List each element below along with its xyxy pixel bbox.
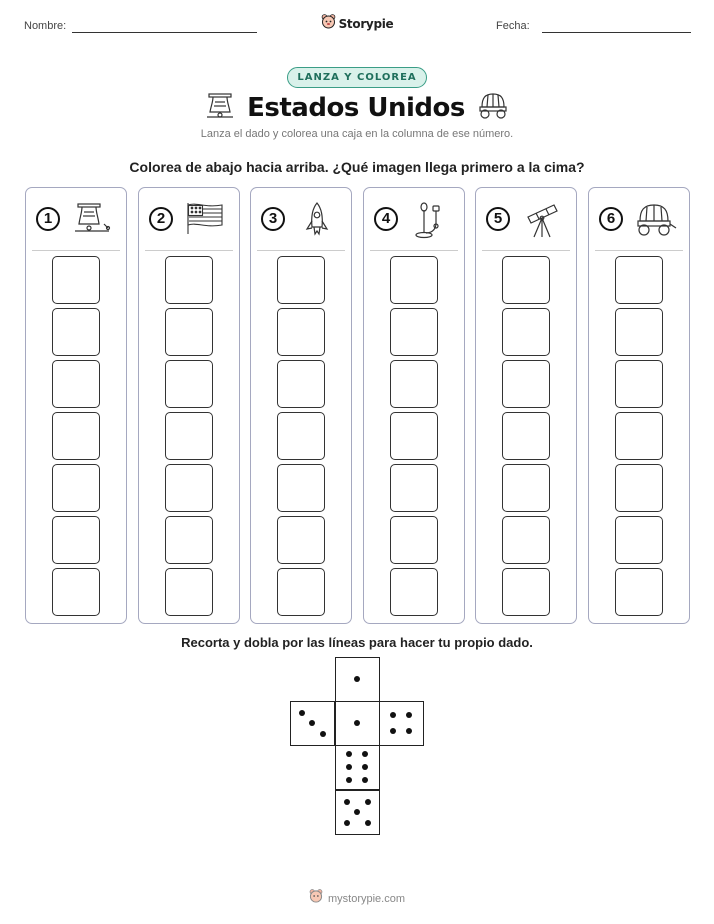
column-divider <box>145 250 233 251</box>
color-box[interactable] <box>52 256 100 304</box>
die-pip <box>365 820 371 826</box>
cut-instruction: Recorta y dobla por las líneas para hacer tu propio dado. <box>181 635 533 650</box>
storypie-mascot-icon <box>309 888 323 909</box>
column-number: 6 <box>599 207 623 231</box>
column-number: 4 <box>374 207 398 231</box>
page-title: Estados Unidos <box>247 92 465 123</box>
die-pip <box>362 764 368 770</box>
column-header <box>139 198 239 244</box>
die-pip <box>309 720 315 726</box>
die-pip <box>390 728 396 734</box>
die-pip <box>320 731 326 737</box>
column-5 <box>475 187 577 624</box>
color-box[interactable] <box>390 464 438 512</box>
die-pip <box>406 712 412 718</box>
candlestick-telephone-icon <box>410 201 450 244</box>
die-pip <box>344 820 350 826</box>
color-box[interactable] <box>502 412 550 460</box>
title-row <box>0 90 714 125</box>
die-pip <box>390 712 396 718</box>
die-face-6 <box>335 745 380 790</box>
color-box[interactable] <box>277 464 325 512</box>
die-face-1 <box>335 701 380 746</box>
color-box[interactable] <box>277 412 325 460</box>
die-pip <box>362 777 368 783</box>
column-number: 5 <box>486 207 510 231</box>
color-box[interactable] <box>615 568 663 616</box>
column-number: 1 <box>36 207 60 231</box>
color-box[interactable] <box>390 360 438 408</box>
die-pip <box>354 809 360 815</box>
american-flag-icon <box>185 201 225 240</box>
column-number: 2 <box>149 207 173 231</box>
color-box[interactable] <box>277 568 325 616</box>
column-divider <box>482 250 570 251</box>
column-1 <box>25 187 127 624</box>
color-box[interactable] <box>165 360 213 408</box>
date-line <box>542 32 691 33</box>
column-divider <box>370 250 458 251</box>
die-pip <box>406 728 412 734</box>
covered-wagon-icon <box>477 90 509 125</box>
die-pip <box>299 710 305 716</box>
storypie-mascot-icon <box>321 13 336 35</box>
color-box[interactable] <box>277 360 325 408</box>
color-box[interactable] <box>277 308 325 356</box>
footer <box>0 888 714 909</box>
color-box[interactable] <box>52 360 100 408</box>
color-box[interactable] <box>615 516 663 564</box>
color-box[interactable] <box>502 308 550 356</box>
color-box[interactable] <box>52 464 100 512</box>
column-header <box>589 198 689 244</box>
color-box[interactable] <box>52 308 100 356</box>
color-box[interactable] <box>502 568 550 616</box>
die-pip <box>344 799 350 805</box>
instruction: Colorea de abajo hacia arriba. ¿Qué imagen llega primero a la cima? <box>129 159 585 175</box>
covered-wagon-icon <box>635 201 677 242</box>
color-box[interactable] <box>615 360 663 408</box>
column-divider <box>32 250 120 251</box>
liberty-bell-icon <box>205 90 235 125</box>
die-pip <box>346 751 352 757</box>
die-pip <box>362 751 368 757</box>
column-header <box>26 198 126 244</box>
color-box[interactable] <box>390 568 438 616</box>
column-number: 3 <box>261 207 285 231</box>
color-box[interactable] <box>502 516 550 564</box>
color-box[interactable] <box>390 256 438 304</box>
column-divider <box>595 250 683 251</box>
date-label: Fecha: <box>496 20 530 32</box>
subtitle: Lanza el dado y colorea una caja en la columna de ese número. <box>200 128 514 140</box>
die-pip <box>365 799 371 805</box>
color-box[interactable] <box>277 256 325 304</box>
name-label: Nombre: <box>24 20 67 32</box>
brand-name: Storypie <box>338 17 394 31</box>
color-box[interactable] <box>277 516 325 564</box>
column-header <box>476 198 576 244</box>
column-divider <box>257 250 345 251</box>
color-box[interactable] <box>615 256 663 304</box>
die-pip <box>346 777 352 783</box>
column-header <box>251 198 351 244</box>
color-box[interactable] <box>615 412 663 460</box>
color-box[interactable] <box>390 412 438 460</box>
column-4 <box>363 187 465 624</box>
die-pip <box>346 764 352 770</box>
liberty-bell-icon <box>72 201 112 240</box>
color-box[interactable] <box>165 308 213 356</box>
color-box[interactable] <box>615 464 663 512</box>
rocket-icon <box>297 201 337 244</box>
die-face-3 <box>290 701 335 746</box>
color-box[interactable] <box>165 412 213 460</box>
color-box[interactable] <box>165 516 213 564</box>
color-box[interactable] <box>52 516 100 564</box>
color-box[interactable] <box>165 256 213 304</box>
column-2 <box>138 187 240 624</box>
footer-url: mystorypie.com <box>327 892 406 905</box>
die-pip <box>354 720 360 726</box>
die-face-4 <box>379 701 424 746</box>
color-box[interactable] <box>390 308 438 356</box>
column-header <box>364 198 464 244</box>
column-6 <box>588 187 690 624</box>
color-box[interactable] <box>502 360 550 408</box>
telescope-icon <box>522 201 562 244</box>
color-box[interactable] <box>165 464 213 512</box>
column-3 <box>250 187 352 624</box>
color-box[interactable] <box>52 412 100 460</box>
color-box[interactable] <box>390 516 438 564</box>
color-box[interactable] <box>165 568 213 616</box>
die-face-5 <box>335 790 380 835</box>
color-box[interactable] <box>502 464 550 512</box>
color-box[interactable] <box>502 256 550 304</box>
die-pip <box>354 676 360 682</box>
color-box[interactable] <box>52 568 100 616</box>
die-face-1 <box>335 657 380 702</box>
activity-badge: LANZA Y COLOREA <box>287 67 426 88</box>
color-box[interactable] <box>615 308 663 356</box>
